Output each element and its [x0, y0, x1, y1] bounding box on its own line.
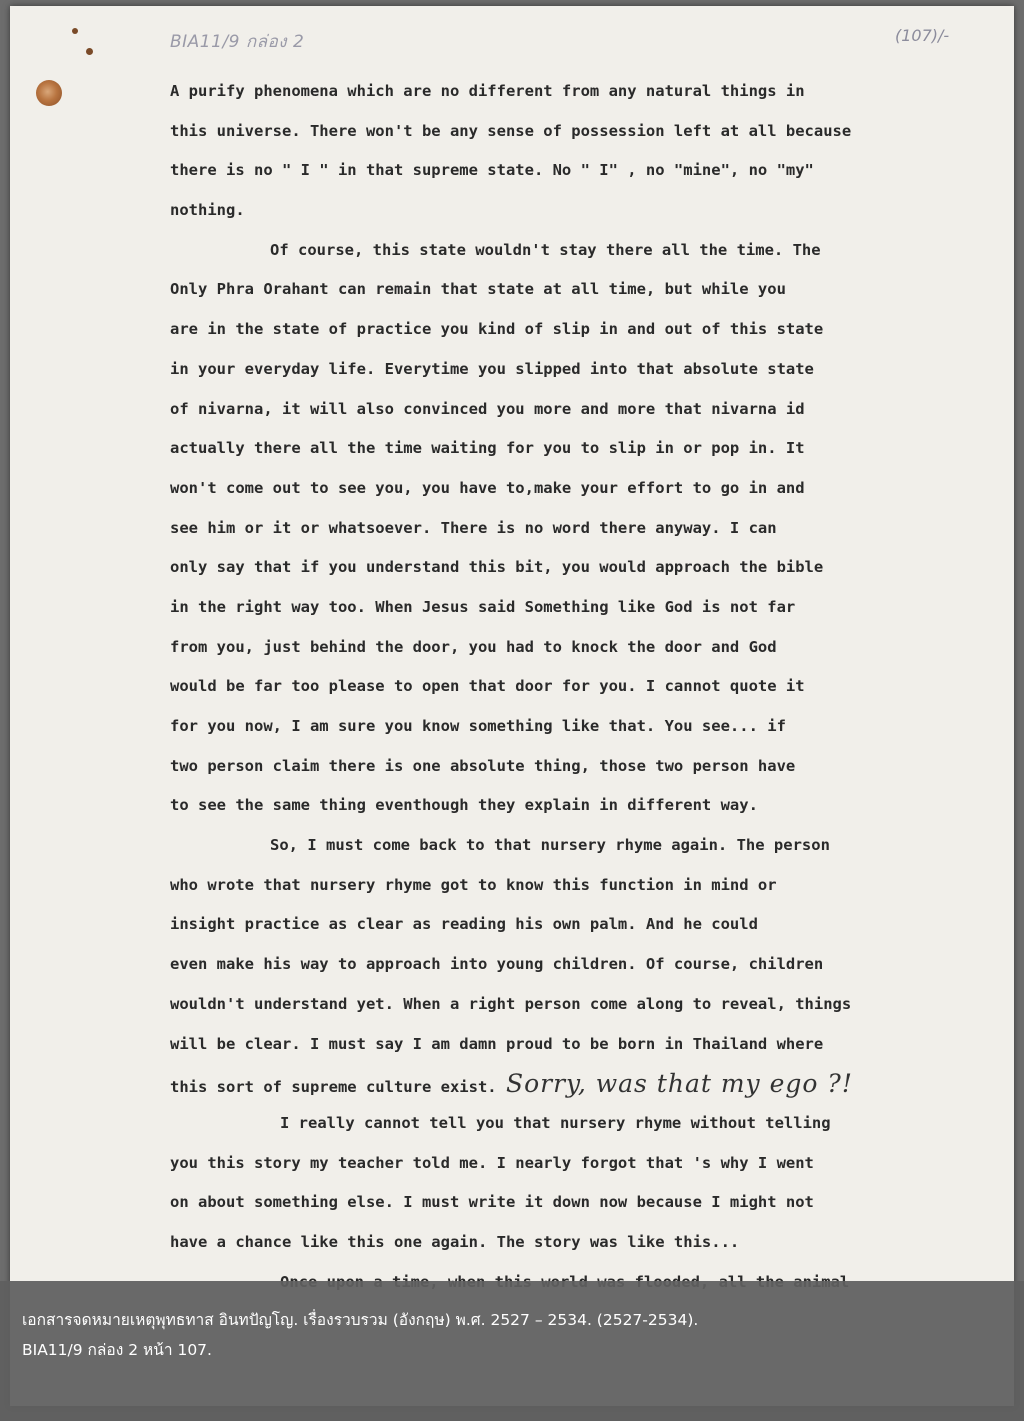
caption-reference: BIA11/9 กล่อง 2 หน้า 107.: [22, 1341, 212, 1359]
text-line: A purify phenomena which are no different from any natural things in: [170, 82, 805, 100]
text-line: this universe. There won't be any sense of possession left at all because: [170, 121, 852, 140]
text-line: wouldn't understand yet. When a right person come along to reveal, things: [170, 994, 852, 1013]
text-line: won't come out to see you, you have to,make your effort to go in and: [170, 478, 805, 497]
text-line: there is no " I " in that supreme state. No " I" , no "mine", no "my": [170, 161, 814, 180]
archive-reference: BIA11/9 กล่อง 2: [170, 32, 305, 52]
text-line: you this story my teacher told me. I nearly forgot that 's why I went: [170, 1153, 814, 1172]
text-line: only say that if you understand this bit, you would approach the bible: [170, 558, 824, 577]
rust-spot: [72, 28, 78, 34]
text-line: see him or it or whatsoever. There is no word there anyway. I can: [170, 518, 777, 537]
text-line: I really cannot tell you that nursery rhyme without telling: [280, 1113, 831, 1132]
page-reference: (107)/-: [895, 26, 950, 45]
text-line: So, I must come back to that nursery rhyme again. The person: [270, 836, 830, 855]
typed-text: [170, 72, 940, 1302]
text-line: Of course, this state wouldn't stay there all the time. The: [270, 240, 821, 259]
text-line: from you, just behind the door, you had to knock the door and God: [170, 637, 777, 656]
text-line: of nivarna, it will also convinced you more and more that nivarna id: [170, 399, 805, 418]
text-line: on about something else. I must write it down now because I might not: [170, 1193, 814, 1212]
text-line: to see the same thing eventhough they explain in different way.: [170, 796, 758, 815]
caption-bar: [0, 1281, 1024, 1421]
text-line: even make his way to approach into young children. Of course, children: [170, 955, 824, 974]
caption-title: เอกสารจดหมายเหตุพุทธทาส อินทปัญโญ. เรื่องรวบรวม (อังกฤษ) พ.ศ. 2527 – 2534. (2527-2534).: [22, 1311, 699, 1329]
text-line: in the right way too. When Jesus said Something like God is not far: [170, 597, 796, 616]
text-line: nothing.: [170, 201, 245, 220]
rust-spot: [86, 48, 93, 55]
text-line: are in the state of practice you kind of slip in and out of this state: [170, 320, 824, 339]
text-line: Only Phra Orahant can remain that state at all time, but while you: [170, 280, 786, 299]
text-line: who wrote that nursery rhyme got to know this function in mind or: [170, 875, 777, 894]
text-line: in your everyday life. Everytime you slipped into that absolute state: [170, 359, 814, 378]
text-line: insight practice as clear as reading his own palm. And he could: [170, 915, 758, 934]
text-line: this sort of supreme culture exist.: [170, 1078, 506, 1097]
document-page: [10, 6, 1014, 1406]
text-line: have a chance like this one again. The story was like this...: [170, 1232, 740, 1251]
text-line: two person claim there is one absolute thing, those two person have: [170, 756, 796, 775]
rust-stain: [36, 80, 62, 106]
text-line: would be far too please to open that door for you. I cannot quote it: [170, 677, 805, 696]
text-line-with-note: [170, 1064, 940, 1104]
text-line: actually there all the time waiting for you to slip in or pop in. It: [170, 439, 805, 458]
text-line: will be clear. I must say I am damn proud to be born in Thailand where: [170, 1034, 824, 1053]
handwritten-note: Sorry, was that my ego ?!: [505, 1069, 853, 1099]
text-line: for you now, I am sure you know something like that. You see... if: [170, 717, 786, 735]
